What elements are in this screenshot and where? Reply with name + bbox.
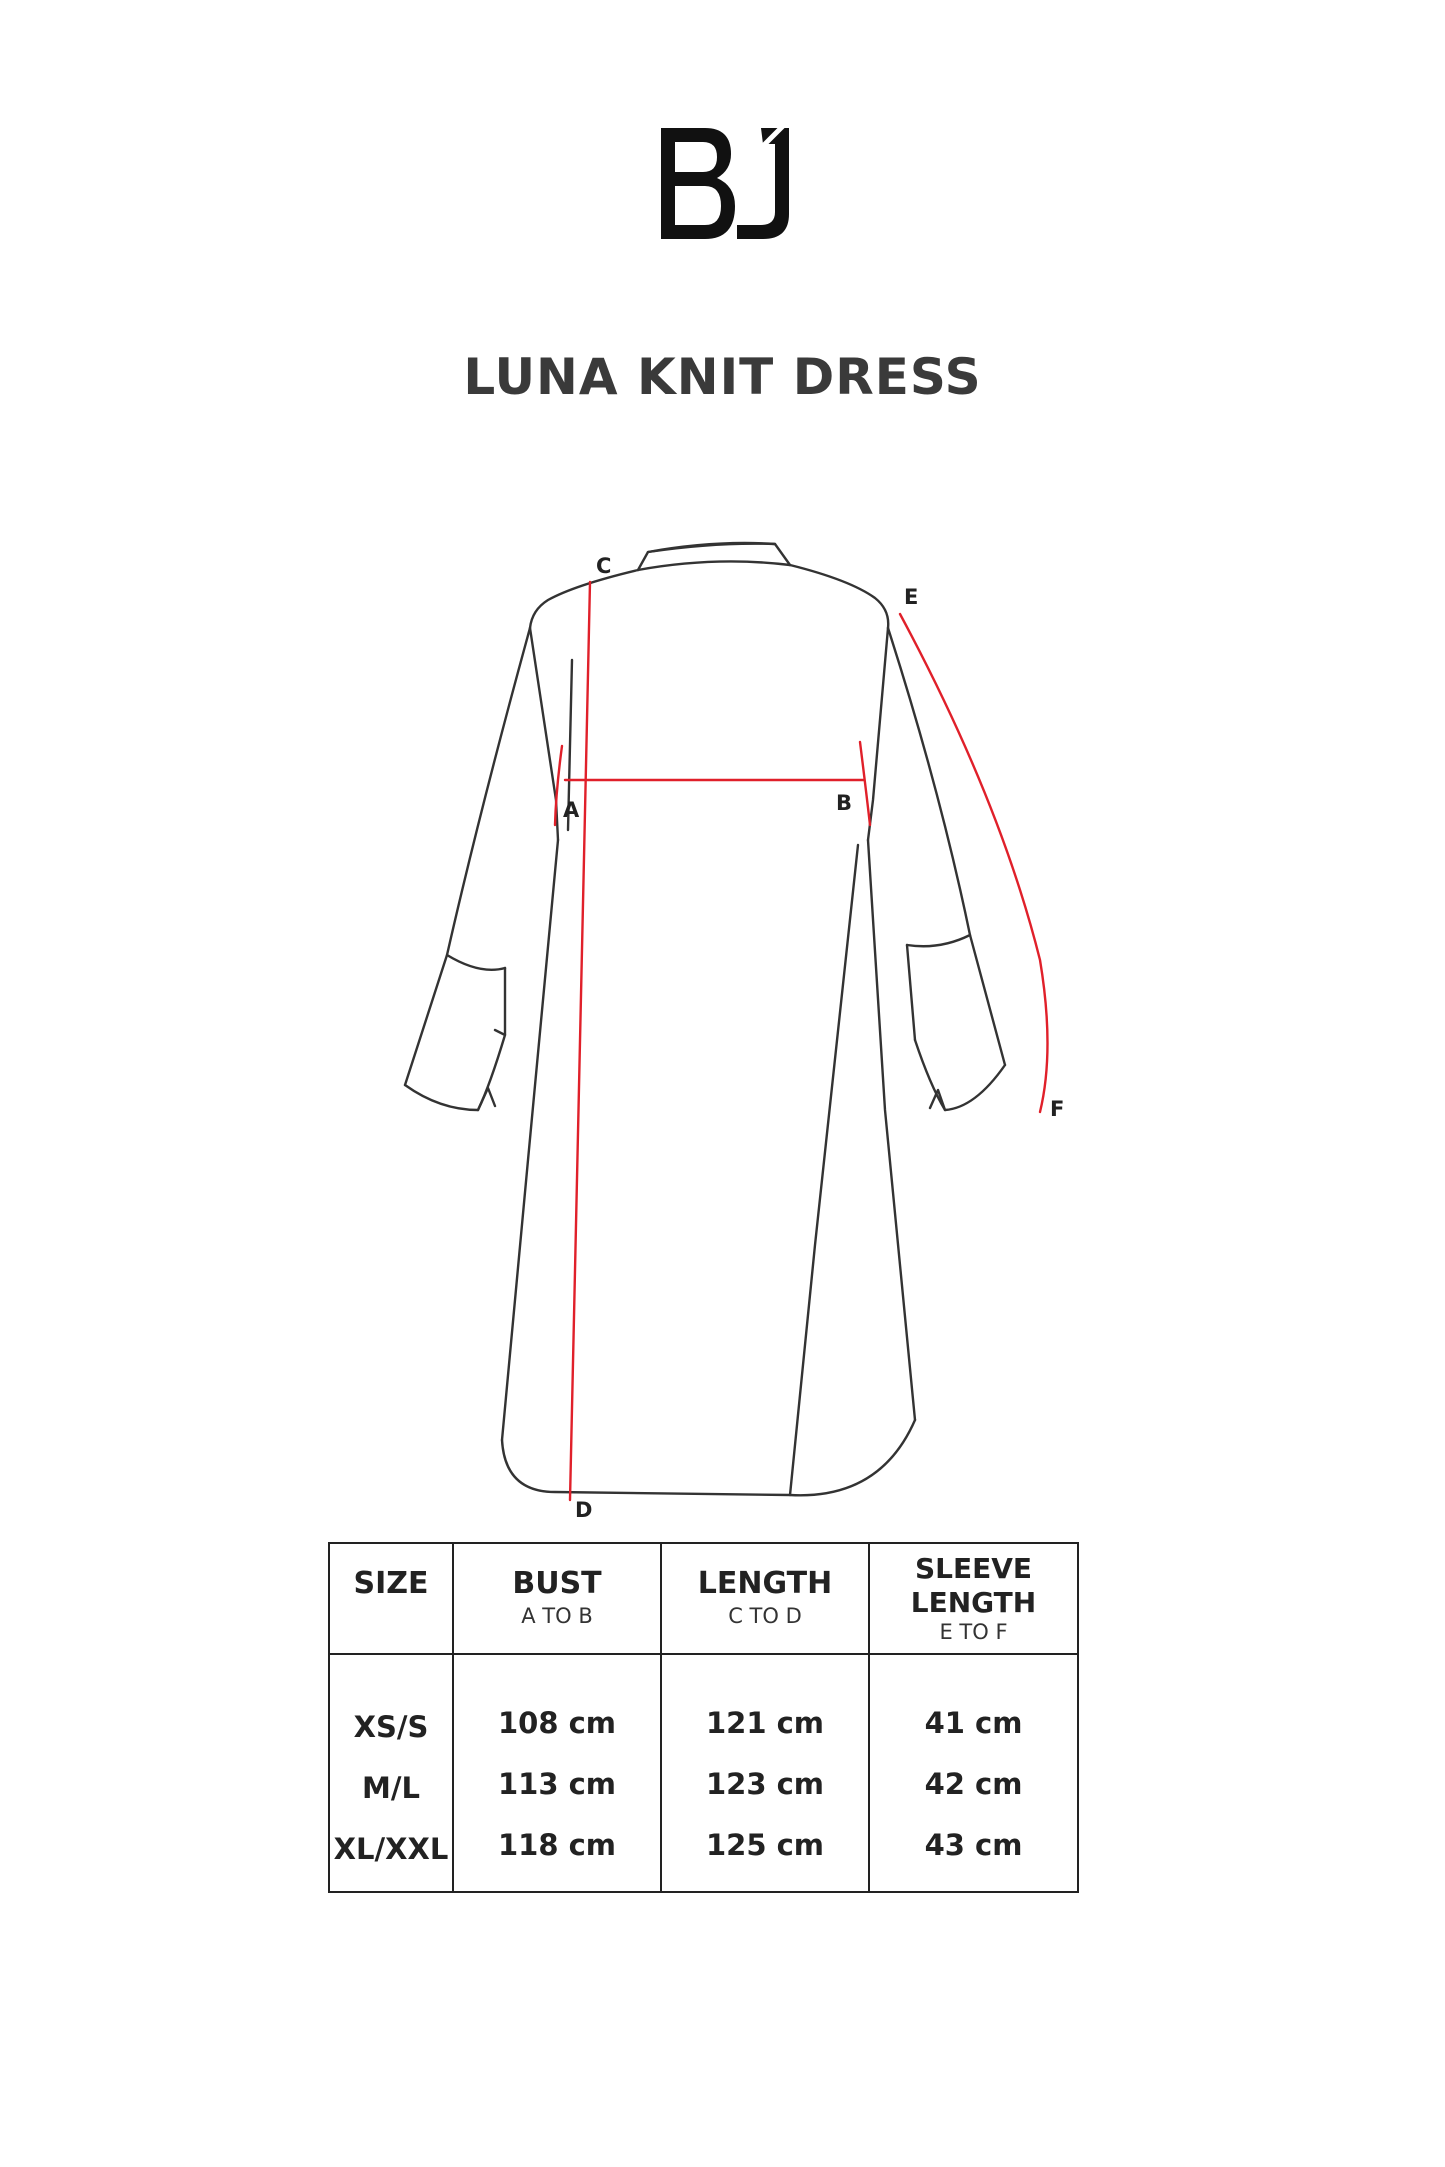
header-size [329,1543,453,1654]
bust-mark-a [555,746,562,825]
size-cell: M/L [362,1771,420,1805]
header-sleeve-line1: SLEEVE [914,1552,1033,1585]
size-column [329,1654,453,1892]
size-chart-table [328,1542,1079,1893]
measurement-lines [555,582,1048,1500]
length-column [661,1654,869,1892]
size-cell: XL/XXL [333,1832,449,1866]
sleeve-cell: 42 cm [924,1767,1023,1801]
table-header-row [329,1543,1078,1654]
sleeve-column [869,1654,1078,1892]
sleeve-cell: 43 cm [924,1828,1023,1862]
bust-cell: 113 cm [497,1767,617,1801]
dress-outline [405,543,1005,1495]
header-bust-label: BUST [512,1566,602,1601]
brand-logo [655,122,795,245]
bust-cell: 108 cm [497,1706,617,1740]
page-title: LUNA KNIT DRESS [463,348,982,406]
bust-column [453,1654,661,1892]
label-a: A [563,798,580,822]
header-sleeve [869,1543,1078,1654]
table-body-row [329,1654,1078,1892]
header-length [661,1543,869,1654]
header-sleeve-line2: LENGTH [910,1586,1037,1619]
label-d: D [575,1498,593,1522]
length-cell: 121 cm [705,1706,825,1740]
sleeve-cell: 41 cm [924,1706,1023,1740]
header-length-sub: C TO D [728,1604,802,1628]
sleeve-measure-line [900,614,1048,1112]
bust-cell: 118 cm [497,1828,617,1862]
length-cell: 125 cm [705,1828,825,1862]
label-f: F [1050,1097,1065,1121]
header-length-label: LENGTH [697,1566,833,1601]
size-cell: XS/S [353,1710,429,1744]
header-sleeve-sub: E TO F [939,1620,1008,1644]
label-e: E [904,585,919,609]
label-b: B [836,791,853,815]
header-bust [453,1543,661,1654]
header-bust-sub: A TO B [521,1604,593,1628]
label-c: C [596,554,612,578]
logo-letter-b [661,128,735,239]
length-cell: 123 cm [705,1767,825,1801]
header-size-label: SIZE [353,1566,429,1601]
length-measure-line [570,582,590,1500]
bust-mark-b [860,742,870,825]
